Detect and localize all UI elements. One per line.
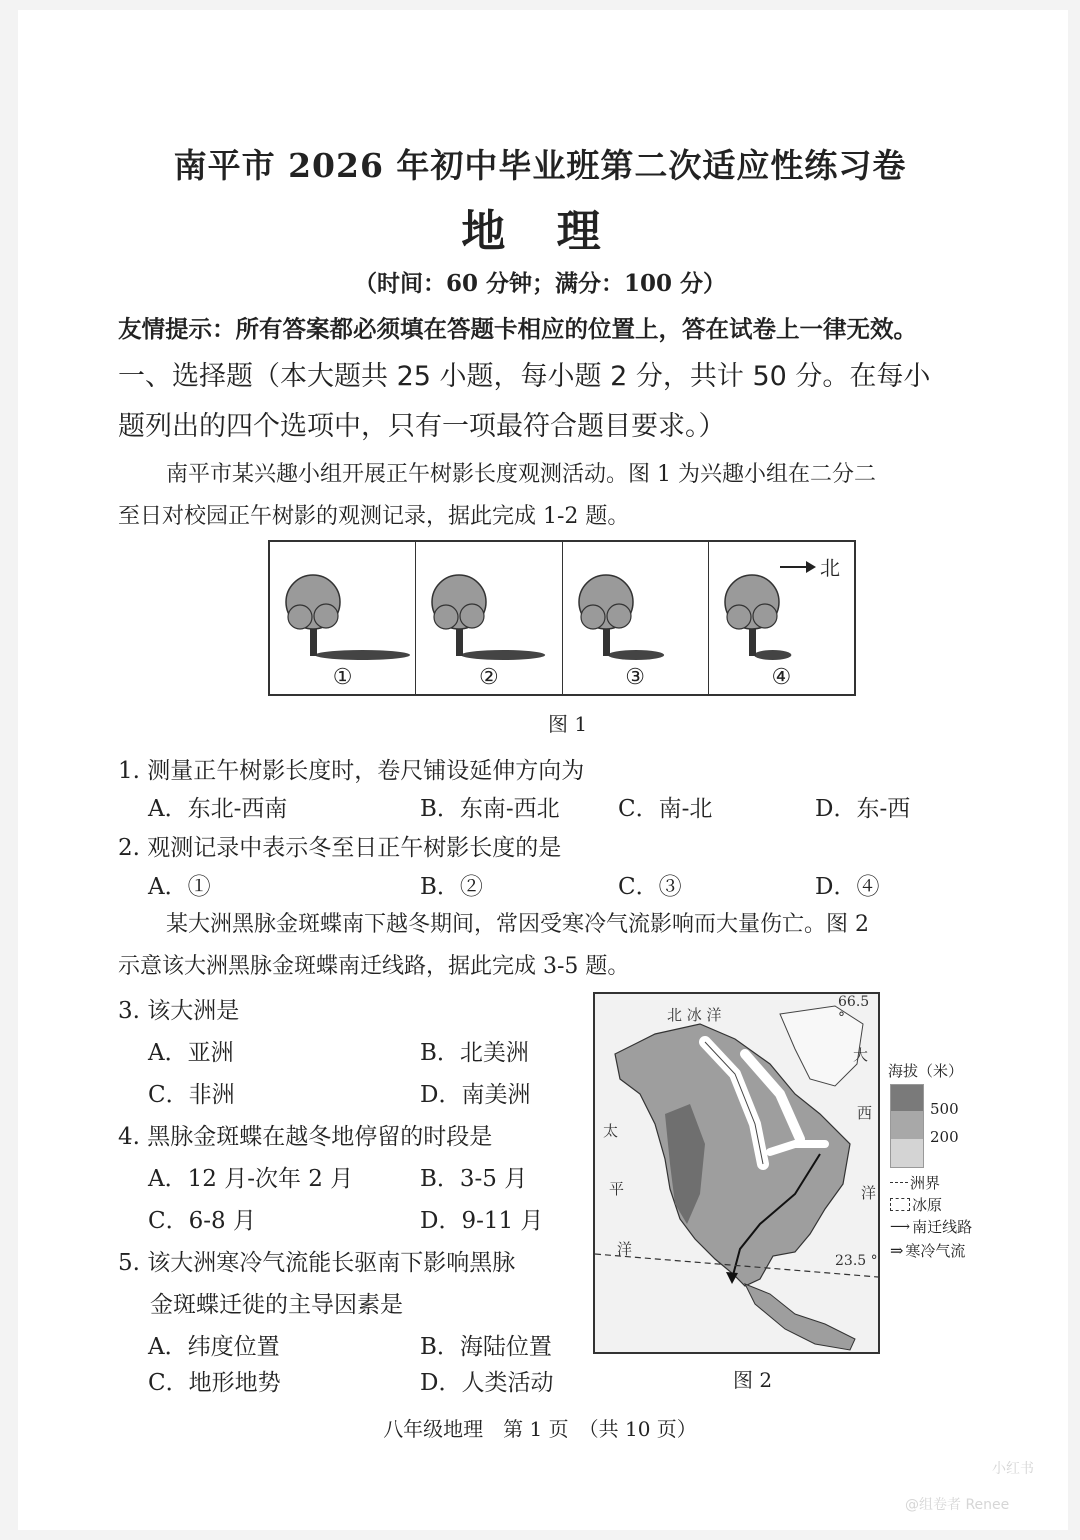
legend-cold-label: 寒冷气流 (905, 1242, 966, 1260)
boundary-line-icon (890, 1182, 908, 1183)
option: C．③ (618, 874, 682, 900)
legend-boundary-label: 洲界 (910, 1174, 941, 1192)
label-atlantic-3: 洋 (861, 1184, 877, 1202)
north-label: 北 (820, 556, 840, 580)
label-pacific-3: 洋 (617, 1240, 633, 1258)
legend-cold (890, 1240, 965, 1261)
cold-flow-icon: ⇒ (890, 1241, 904, 1260)
label-pacific-2: 平 (609, 1180, 625, 1198)
option: C．地形地势 (148, 1370, 281, 1396)
option: A．亚洲 (148, 1040, 234, 1066)
legend-route (890, 1216, 972, 1237)
legend-ice (890, 1194, 942, 1215)
elevation-scale (890, 1084, 924, 1168)
option: D．9-11 月 (420, 1208, 544, 1234)
option: C．非洲 (148, 1082, 235, 1108)
label-atlantic-1: 大 (853, 1046, 869, 1064)
north-arrow-icon (780, 566, 814, 568)
option: B．东南-西北 (420, 796, 560, 822)
option: B．海陆位置 (420, 1334, 552, 1360)
watermark-author: @组卷者 Renee (905, 1497, 1010, 1513)
passage-1-line1: 南平市某兴趣小组开展正午树影长度观测活动。图 1 为兴趣小组在二分二 (166, 462, 876, 487)
question-stem-continued: 金斑蝶迁徙的主导因素是 (150, 1292, 403, 1318)
north-america-map-illustration (595, 994, 878, 1352)
tree-shadow (754, 650, 791, 660)
question-stem: 3. 该大洲是 (118, 998, 240, 1024)
figure-1-panel (709, 542, 854, 694)
figure-1-panel (416, 542, 562, 694)
label-atlantic-2: 西 (857, 1104, 873, 1122)
north-indicator (780, 552, 840, 581)
subject-title: 地 理 (461, 206, 619, 257)
option: B．北美洲 (420, 1040, 529, 1066)
option: D．南美洲 (420, 1082, 531, 1108)
option: A．纬度位置 (148, 1334, 280, 1360)
panel-number: ④ (771, 665, 792, 690)
question-stem: 1. 测量正午树影长度时，卷尺铺设延伸方向为 (118, 758, 585, 784)
option: B．3-5 月 (420, 1166, 528, 1192)
option: D．人类活动 (420, 1370, 554, 1396)
page-footer: 八年级地理 第 1 页 （共 10 页） (383, 1417, 697, 1441)
passage-1 (118, 454, 978, 538)
passage-2 (118, 904, 978, 988)
section-heading-line2: 题列出的四个选项中，只有一项最符合题目要求。） (118, 411, 726, 442)
question-stem: 5. 该大洲寒冷气流能长驱南下影响黑脉 (118, 1250, 516, 1276)
option: A．① (148, 874, 211, 900)
map-legend (888, 1060, 973, 1260)
tree-shadow (315, 650, 410, 660)
label-latitude-66-5: 66.5 ° (838, 994, 870, 1026)
passage-2-line1: 某大洲黑脉金斑蝶南下越冬期间，常因受寒冷气流影响而大量伤亡。图 2 (166, 912, 869, 937)
section-heading-line1: 一、选择题（本大题共 25 小题，每小题 2 分，共计 50 分。在每小 (118, 361, 931, 392)
label-pacific-1: 太 (603, 1122, 619, 1140)
exam-title: 南平市 2026 年初中毕业班第二次适应性练习卷 (173, 146, 907, 185)
legend-title: 海拔（米） (888, 1062, 964, 1080)
question-stem: 4. 黑脉金斑蝶在越冬地停留的时段是 (118, 1124, 493, 1150)
figure-1-panel (563, 542, 709, 694)
passage-2-line2: 示意该大洲黑脉金斑蝶南迁线路，据此完成 3-5 题。 (118, 954, 630, 979)
option: C．南-北 (618, 796, 713, 822)
legend-route-label: 南迁线路 (912, 1218, 973, 1236)
panel-number: ② (479, 665, 499, 690)
passage-1-line2: 至日对校园正午树影的观测记录，据此完成 1-2 题。 (118, 504, 630, 529)
tree-shadow (608, 650, 664, 660)
label-arctic-ocean: 北 冰 洋 (667, 1006, 722, 1024)
section-heading (118, 352, 968, 452)
figure-2-caption: 图 2 (733, 1368, 773, 1392)
panel-number: ③ (625, 665, 645, 690)
watermark-logo: 小红书 (992, 1461, 1034, 1477)
option: B．② (420, 874, 483, 900)
option: C．6-8 月 (148, 1208, 256, 1234)
option: A．12 月-次年 2 月 (148, 1166, 354, 1192)
label-latitude-23-5: 23.5 ° (835, 1253, 878, 1269)
option: A．东北-西南 (148, 796, 288, 822)
legend-200: 200 (930, 1128, 959, 1146)
tree-shadow (461, 650, 545, 660)
time-info: （时间：60 分钟；满分：100 分） (353, 270, 727, 297)
question-stem: 2. 观测记录中表示冬至日正午树影长度的是 (118, 835, 562, 861)
ice-field-icon (890, 1198, 910, 1211)
figure-1 (268, 540, 856, 696)
panel-number: ① (332, 665, 353, 690)
legend-ice-label: 冰原 (912, 1196, 943, 1214)
figure-1-panel (270, 542, 416, 694)
option: D．东-西 (815, 796, 911, 822)
figure-1-caption: 图 1 (548, 712, 588, 736)
friendly-tip: 友情提示：所有答案都必须填在答题卡相应的位置上，答在试卷上一律无效。 (118, 315, 917, 343)
legend-boundary (890, 1172, 940, 1193)
figure-2-map (593, 992, 880, 1354)
legend-500: 500 (930, 1100, 959, 1118)
option: D．④ (815, 874, 880, 900)
route-arrow-icon: ⟶ (890, 1218, 911, 1235)
